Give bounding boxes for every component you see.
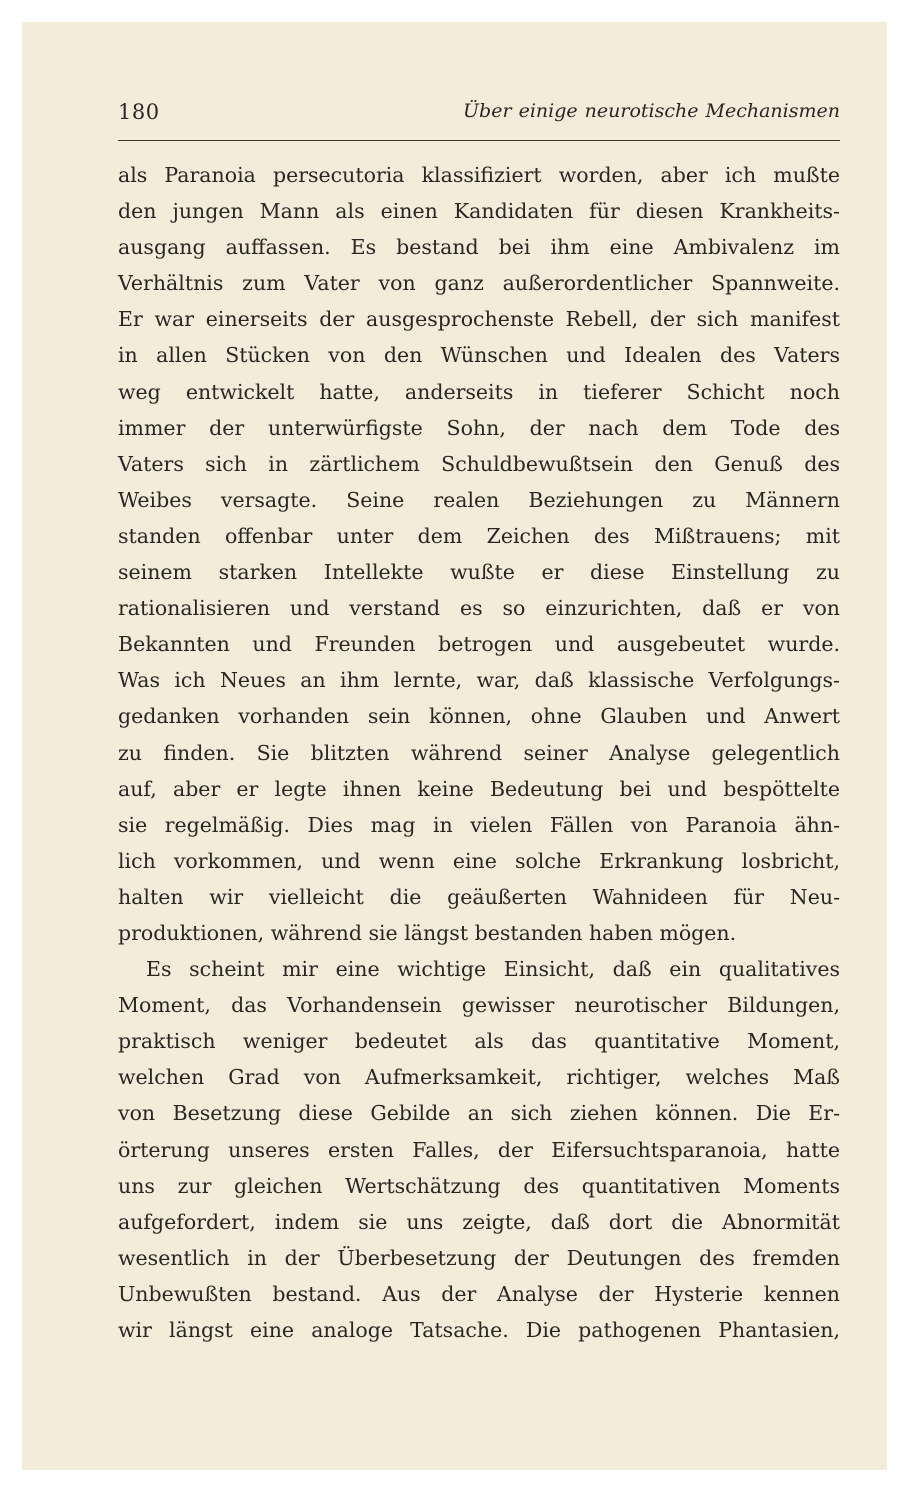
- running-title: Über einige neurotische Mechanismen: [463, 100, 840, 122]
- text-line: in allen Stücken von den Wünschen und Idealen des Vaters: [118, 343, 840, 368]
- text-line: zu finden. Sie blitzten während seiner Analyse gelegentlich: [118, 740, 840, 765]
- text-line: auf, aber er legte ihnen keine Bedeutung bei und bespöttelte: [118, 776, 840, 801]
- text-line: Bekannten und Freunden betrogen und ausgebeutet wurde.: [118, 632, 840, 657]
- paragraph-start-line: Es scheint mir eine wichtige Einsicht, daß ein qualitatives: [146, 957, 840, 982]
- text-line: immer der unterwürfigste Sohn, der nach dem Tode des: [118, 415, 840, 440]
- body-text: [118, 157, 840, 1348]
- text-line: praktisch weniger bedeutet als das quantitative Moment,: [118, 1029, 840, 1054]
- page-header: [118, 100, 840, 134]
- text-line: aufgefordert, indem sie uns zeigte, daß dort die Abnormität: [118, 1209, 840, 1234]
- text-line: seinem starken Intellekte wußte er diese Einstellung zu: [118, 560, 840, 585]
- text-line: lich vorkommen, und wenn eine solche Erkrankung losbricht,: [118, 848, 840, 873]
- text-line: Verhältnis zum Vater von ganz außerordentlicher Spannweite.: [118, 271, 840, 296]
- text-line: Weibes versagte. Seine realen Beziehungen zu Männern: [118, 487, 840, 512]
- text-line: Unbewußten bestand. Aus der Analyse der Hysterie kennen: [118, 1281, 840, 1306]
- text-line: gedanken vorhanden sein können, ohne Glauben und Anwert: [118, 704, 840, 729]
- header-rule: [118, 140, 840, 141]
- text-line: als Paranoia persecutoria klassifiziert worden, aber ich mußte: [118, 163, 840, 187]
- text-line: Was ich Neues an ihm lernte, war, daß klassische Verfolgungs-: [118, 668, 840, 693]
- text-line: den jungen Mann als einen Kandidaten für diesen Krankheits-: [118, 199, 840, 224]
- text-line: wir längst eine analoge Tatsache. Die pathogenen Phantasien,: [118, 1318, 840, 1342]
- text-line: Er war einerseits der ausgesprochenste Rebell, der sich manifest: [118, 307, 840, 332]
- text-line: uns zur gleichen Wertschätzung des quantitativen Moments: [118, 1173, 840, 1198]
- page-number: 180: [118, 100, 160, 124]
- text-line: Vaters sich in zärtlichem Schuldbewußtsein den Genuß des: [118, 451, 840, 476]
- text-line: weg entwickelt hatte, anderseits in tieferer Schicht noch: [118, 379, 840, 404]
- text-line: welchen Grad von Aufmerksamkeit, richtiger, welches Maß: [118, 1065, 840, 1090]
- text-line: von Besetzung diese Gebilde an sich ziehen können. Die Er-: [118, 1101, 840, 1126]
- text-line: halten wir vielleicht die geäußerten Wahnideen für Neu-: [118, 884, 840, 909]
- text-line: sie regelmäßig. Dies mag in vielen Fällen von Paranoia ähn-: [118, 812, 840, 837]
- text-line: rationalisieren und verstand es so einzurichten, daß er von: [118, 596, 840, 621]
- text-line: standen offenbar unter dem Zeichen des Mißtrauens; mit: [118, 523, 840, 548]
- paragraph-end-line: produktionen, während sie längst bestanden haben mögen.: [118, 920, 737, 945]
- text-line: örterung unseres ersten Falles, der Eifersuchtsparanoia, hatte: [118, 1137, 840, 1162]
- text-line: wesentlich in der Überbesetzung der Deutungen des fremden: [118, 1245, 840, 1270]
- text-line: Moment, das Vorhandensein gewisser neurotischer Bildungen,: [118, 993, 840, 1018]
- text-line: ausgang auffassen. Es bestand bei ihm eine Ambivalenz im: [118, 235, 840, 260]
